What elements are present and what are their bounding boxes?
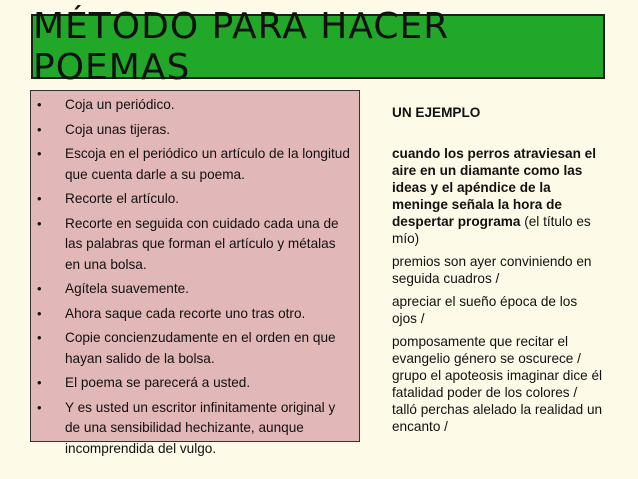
example-line: apreciar el sueño época de los ojos / (392, 294, 578, 326)
bullet-icon: • (37, 305, 42, 321)
example-heading: UN EJEMPLO (392, 105, 481, 120)
bullet-icon: • (37, 121, 42, 137)
example-line: premios son ayer conviniendo en seguida cuadros / (392, 254, 592, 286)
list-item: • Y es usted un escritor infinitamente original y de una sensibilidad hechizante, aunque incomprendida del vulgo. (37, 399, 336, 456)
steps-panel (30, 90, 360, 456)
bullet-icon: • (37, 399, 42, 415)
list-item: • Coja un periódico. (35, 95, 351, 116)
list-item: • El poema se parecerá a usted. (35, 373, 351, 394)
bullet-icon: • (37, 191, 42, 206)
bullet-icon: • (37, 281, 42, 296)
page-title: MÉTODO PARA HACER POEMAS (33, 5, 450, 88)
example-intro (392, 145, 604, 247)
bullet-icon: • (37, 97, 42, 112)
example-panel (392, 104, 604, 441)
bullet-icon: • (37, 330, 42, 345)
example-intro-note: (el título es mío) (392, 214, 591, 246)
bullet-icon: • (37, 215, 42, 231)
list-item: • Ahora saque cada recorte uno tras otro. (35, 304, 351, 325)
list-item: • Copie concienzudamente en el orden en que hayan salido de la bolsa. (37, 330, 336, 366)
list-item: • Recorte el artículo. (35, 189, 351, 210)
list-item: • Agítela suavemente. (35, 279, 351, 300)
bullet-icon: • (37, 375, 42, 390)
steps-list (35, 95, 351, 459)
bullet-icon: • (37, 146, 42, 161)
list-item: • Recorte en seguida con cuidado cada una de las palabras que forman el artículo y métalas en una bolsa. (37, 215, 339, 272)
example-bold-intro: cuando los perros atraviesan el aire en un diamante como las ideas y el apéndice de la meninge señala la hora de despertar programa (392, 146, 596, 229)
example-line: pomposamente que recitar el evangelio género se oscurece / grupo el apoteosis imaginar dice él fatalidad poder de los colores / talló perchas alelado la realidad un encanto / (392, 334, 603, 434)
list-item: • Coja unas tijeras. (35, 120, 351, 141)
title-banner (31, 5, 605, 88)
list-item: • Escoja en el periódico un artículo de la longitud que cuenta darle a su poema. (37, 146, 350, 182)
